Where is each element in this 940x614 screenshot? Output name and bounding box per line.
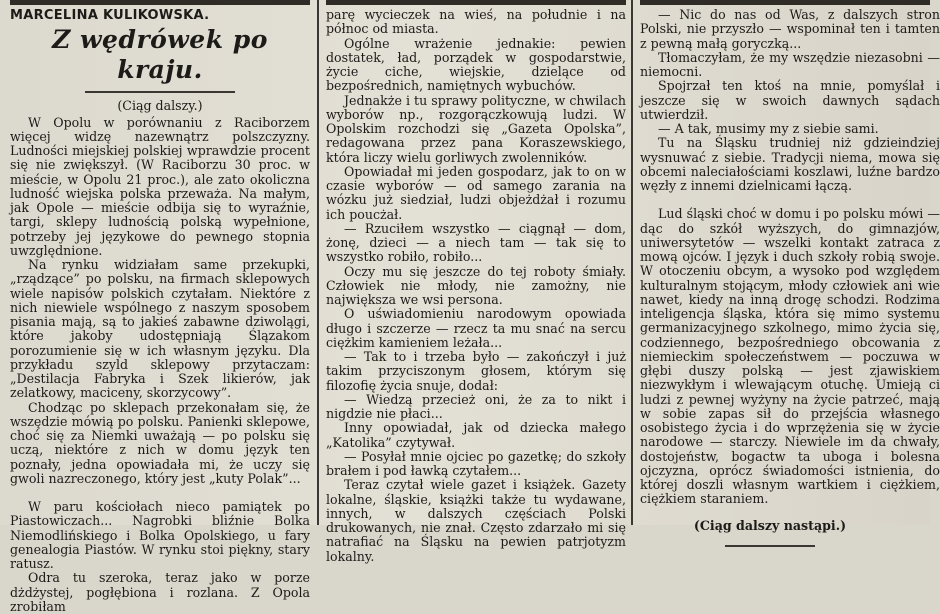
paragraph: Teraz czytał wiele gazet i książek. Gazety lokalne, śląskie, książki także tu wydawane, innych, w dalszych częściach Polski drukowanych, nie znał. Często zdarzało mi się natrafiać na Śląsku na pewien patrjotyzm lokalny.	[326, 477, 626, 564]
article-subtitle: (Ciąg dalszy.)	[117, 98, 203, 114]
article-author: MARCELINA KULIKOWSKA.	[10, 8, 210, 23]
column-3	[640, 0, 940, 533]
paragraph-gap	[640, 193, 940, 207]
paragraph: — Wiedzą przecież oni, że za to nikt i nigdzie nie płaci...	[326, 391, 626, 421]
paragraph: Tłomaczyłam, że my wszędzie niezasobni — niemocni.	[640, 49, 940, 79]
paragraph: parę wycieczek na wieś, na południe i na północ od miasta.	[326, 7, 626, 37]
end-ornament	[725, 539, 815, 547]
paragraph: W Opolu w porównaniu z Raciborzem więcej widzę nazewnątrz polszczyzny. Ludności miejskiej polskiej wprawdzie procent się nie zwiększył. (W Raciborzu 30 proc. w mieście, w Opolu 21 proc.), ale zato okoliczna ludność wiejska polska przeważa. Na małym, jak Opole — mieście odbija się to wyraźnie, targi, sklepy ludnością polską wypełnione, potrzeby jej językowe do pewnego stopnia uwzględnione.	[10, 114, 310, 258]
column-divider	[631, 0, 633, 525]
column-divider	[317, 0, 319, 525]
paragraph: Jednakże i tu sprawy polityczne, w chwilach wyborów np., rozgorączkowują ludzi. W Opolskim rozchodzi się „Gazeta Opolska”, redagowana przez pana Koraszewskiego, która liczy wielu gorliwych zwolenników.	[326, 92, 626, 165]
paragraph: — A tak, musimy my z siebie sami.	[658, 121, 879, 136]
paragraph: Inny opowiadał, jak od dziecka małego „Katolika” czytywał.	[326, 420, 626, 450]
paragraph: — Rzuciłem wszystko — ciągnął — dom, żonę, dzieci — a niech tam — tak się to wszystko robiło, robiło...	[326, 220, 626, 265]
paragraph: Tu na Śląsku trudniej niż gdzieindziej wysnuwać z siebie. Tradycji niema, mowa się obcemi naleciałościami koszlawi, luźne bardzo węzły z innemi dzielnicami łączą.	[640, 135, 940, 193]
paragraph-gap	[10, 486, 310, 500]
paragraph: O uświadomieniu narodowym opowiada długo i szczerze — rzecz ta mu snać na sercu ciężkim kamieniem leżała...	[326, 306, 626, 350]
column-2	[326, 0, 626, 564]
continuation-note: (Ciąg dalszy nastąpi.)	[693, 517, 847, 533]
paragraph: Odra tu szeroka, teraz jako w porze dżdżystej, pogłębiona i rozlana. Z Opola zrobiłam	[10, 570, 310, 614]
paragraph: Spojrzał ten ktoś na mnie, pomyślał i jeszcze się w swoich dawnych sądach utwierdził.	[640, 78, 940, 122]
paragraph: — Nic do nas od Was, z dalszych stron Polski, nie przyszło — wspominał ten i tamten z pewną małą goryczką...	[640, 7, 940, 51]
column-1	[10, 0, 310, 614]
paragraph: Na rynku widziałam same przekupki, „rządzące” po polsku, na firmach sklepowych wiele napisów polskich czytałam. Niektóre z nich niewiele wspólnego z naszym sposobem pisania mają, są to jakieś zabawne dziwolągi, które jakoby udostępniają Ślązakom porozumienie się w ich własnym języku. Dla przykładu szyld sklepowy przytaczam: „Destilacja Fabryka i Szek likierów, jak zelatkowy, maciceny, skorzycowy”.	[10, 257, 310, 401]
paragraph: Opowiadał mi jeden gospodarz, jak to on w czasie wyborów — od samego zarania na wózku już siedział, ludzi objeżdżał i rozumu ich poucżał.	[326, 163, 626, 222]
paragraph: Ogólne wrażenie jednakie: pewien dostatek, ład, porządek w gospodarstwie, życie ciche, wiejskie, dzielące od bezpośrednich, namiętnych wybuchów.	[326, 35, 626, 94]
paragraph: Oczy mu się jeszcze do tej roboty śmiały. Człowiek nie młody, nie zamożny, nie największa we wsi persona.	[326, 263, 626, 307]
paragraph: Chodząc po sklepach przekonałam się, że wszędzie mówią po polsku. Panienki sklepowe, choć się za Niemki uważają — po polsku się uczą, niektóre z nich w domu język ten poznały, jedna opowiadała mi, że uczy się gwoli nazreczonego, który jest „kuty Polak”...	[10, 399, 310, 486]
article-title: Z wędrówek po kraju.	[52, 25, 268, 85]
title-separator	[85, 91, 235, 93]
paragraph: W paru kościołach nieco pamiątek po Piastowiczach... Nagrobki bliźnie Bolka Niemodlińskiego i Bolka Opolskiego, u fary genealogia Piastów. W rynku stoi piękny, stary ratusz.	[10, 499, 310, 571]
paragraph: Lud śląski choć w domu i po polsku mówi — dąc do szkół wyższych, do gimnazjów, uniwersytetów — wszelki kontakt zatraca z mową ojców. I język i duch szkoły robią swoje. W otoczeniu obcym, a wysoko pod względem kulturalnym stojącym, młody człowiek ani wie nawet, kiedy na inną drogę schodzi. Rodzima inteligencja śląska, która się mimo systemu germanizacyjnego szkolnego, mimo życia się, codziennego, bezpośredniego obcowania z niemieckim społeczeństwem — poczuwa w głębi duszy polską — jest zjawiskiem niezwykłym i wlewającym otuchę. Umieją ci ludzi z pewnej wyżyny na życie patrzeć, mają w sobie zapas sił do przejścia własnego osobistego życia i do wprzężenia się w życie narodowe — starczy. Niewiele im da chwały, dostojeństw, bogactw ta uboga i bolesna ojczyzna, oprócz świadomości istnienia, do której doszli własnym wartkiem i ciężkiem, ciężkiem staraniem.	[640, 206, 940, 507]
paragraph: — Posyłał mnie ojciec po gazetkę; do szkoły brałem i pod ławką czytałem...	[326, 448, 626, 478]
paragraph: — Tak to i trzeba było — zakończył i już takim przyciszonym głosem, którym się filozofię życia snuje, dodał:	[326, 349, 626, 393]
